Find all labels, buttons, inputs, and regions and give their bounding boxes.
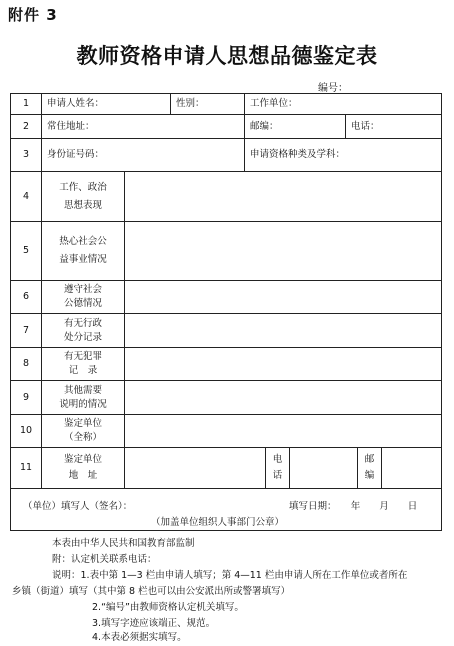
social-ethics-input[interactable] — [125, 281, 441, 313]
instruction-4: 4.本表必须据实填写。 — [92, 632, 187, 643]
applicant-name-field[interactable]: 申请人姓名： — [47, 98, 105, 109]
unit-zip-label: 邮 编 — [364, 454, 375, 481]
criminal-record-input[interactable] — [125, 348, 441, 380]
contact-phone-note: 附：认定机关联系电话： — [52, 554, 157, 565]
id-number-field[interactable]: 身份证号码： — [47, 149, 105, 160]
row-number: 8 — [22, 358, 30, 369]
row-number: 2 — [22, 120, 30, 132]
supervisor-note: 本表由中华人民共和国教育部监制 — [52, 538, 195, 549]
employer-field[interactable]: 工作单位： — [250, 98, 298, 109]
political-performance-input[interactable] — [125, 172, 441, 221]
public-welfare-input[interactable] — [125, 222, 441, 280]
political-performance-label: 工作、政治 思想表现 — [59, 181, 107, 211]
row-number: 10 — [19, 425, 33, 436]
instruction-2: 2.“编号”由教师资格认定机关填写。 — [92, 602, 244, 613]
social-ethics-label: 遵守社会 公德情况 — [63, 284, 102, 309]
unit-address-label: 鉴定单位 地 址 — [63, 454, 102, 481]
appraising-unit-label: 鉴定单位 （全称） — [63, 418, 102, 443]
instruction-1: 说明：1.表中第 1—3 栏由申请人填写；第 4—11 栏由申请人所在工作单位或者所在 — [52, 570, 408, 581]
row-divider — [11, 488, 441, 489]
instruction-3: 3.填写字迹应该端正、规范。 — [92, 618, 216, 629]
address-field[interactable]: 常住地址： — [47, 120, 95, 132]
appraising-unit-input[interactable] — [125, 415, 441, 447]
unit-address-input[interactable] — [125, 448, 265, 488]
fill-date-label: 填写日期： 年 月 日 — [289, 501, 418, 512]
public-welfare-label: 热心社会公 益事业情况 — [59, 236, 107, 265]
row-number: 3 — [22, 149, 30, 160]
certificate-type-field[interactable]: 申请资格种类及学科： — [250, 149, 346, 160]
row-number: 6 — [22, 291, 30, 302]
unit-phone-label: 电 话 — [272, 454, 283, 481]
unit-phone-input[interactable] — [290, 448, 357, 488]
administrative-sanction-label: 有无行政 处分记录 — [63, 317, 102, 343]
official-seal-note: （加盖单位组织人事部门公章） — [151, 517, 285, 528]
row-number: 4 — [22, 190, 30, 202]
other-notes-input[interactable] — [125, 381, 441, 414]
row-number: 11 — [19, 462, 33, 473]
row-number: 7 — [22, 324, 30, 336]
phone-field[interactable]: 电话： — [351, 120, 380, 132]
page-title: 教师资格申请人思想品德鉴定表 — [76, 44, 378, 68]
row-number: 5 — [22, 245, 30, 256]
criminal-record-label: 有无犯罪 记 录 — [63, 351, 102, 376]
appraisal-form-table — [10, 93, 442, 531]
zip-code-field[interactable]: 邮编： — [250, 120, 279, 132]
row-number: 1 — [22, 98, 30, 109]
unit-zip-input[interactable] — [382, 448, 441, 488]
attachment-label: 附件 3 — [8, 6, 58, 24]
other-notes-label: 其他需要 说明的情况 — [59, 384, 107, 410]
instruction-1-continued: 乡镇（街道）填写（其中第 8 栏也可以由公安派出所或警署填写） — [12, 586, 291, 597]
gender-field[interactable]: 性别： — [176, 98, 205, 109]
filler-signature-label: （单位）填写人（签名）： — [23, 501, 133, 512]
serial-number-label: 编号： — [318, 83, 348, 94]
administrative-sanction-input[interactable] — [125, 314, 441, 347]
row-number: 9 — [22, 391, 30, 403]
